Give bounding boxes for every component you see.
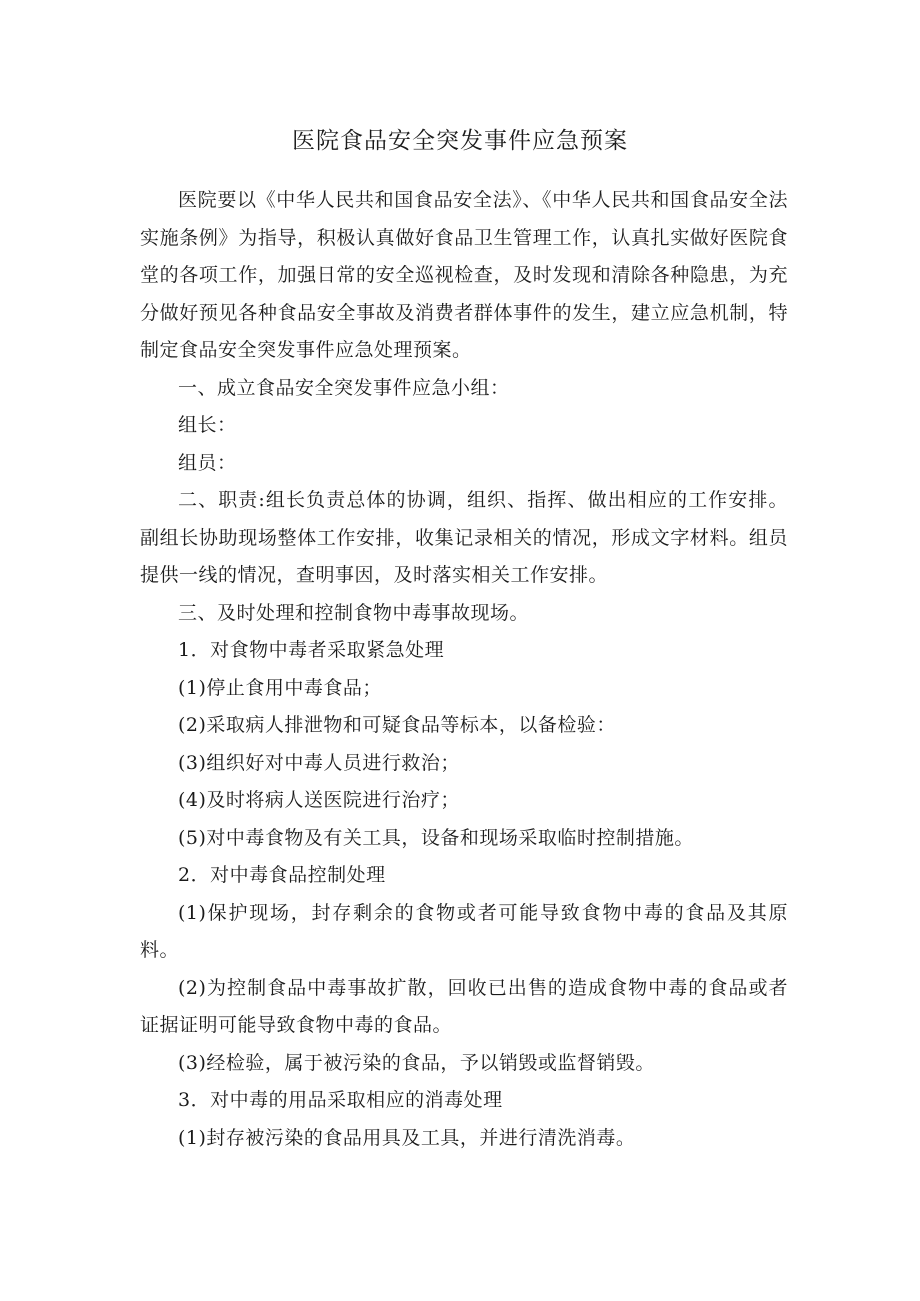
paragraph-intro: 医院要以《中华人民共和国食品安全法》、《中华人民共和国食品安全法实施条例》为指导，积极认真做好食品卫生管理工作，认真扎实做好医院食堂的各项工作，加强日常的安全巡视检查，及时发现和清除各种隐患，为充分做好预见各种食品安全事故及消费者群体事件的发生，建立应急机制，特制定食品安全突发事件应急处理预案。 bbox=[140, 189, 788, 361]
list-item: (1)停止食用中毒食品； bbox=[178, 676, 382, 699]
section-heading-2: 二、职责:组长负责总体的协调，组织、指挥、做出相应的工作安排。副组长协助现场整体工作安排，收集记录相关的情况，形成文字材料。组员提供一线的情况，查明事因，及时落实相关工作安排。 bbox=[140, 489, 788, 586]
paragraph-members: 组员： bbox=[178, 451, 237, 474]
list-item: (2)为控制食品中毒事故扩散，回收已出售的造成食物中毒的食品或者证据证明可能导致食物中毒的食品。 bbox=[140, 976, 788, 1036]
section-heading-3: 三、及时处理和控制食物中毒事故现场。 bbox=[178, 601, 530, 624]
list-item: (2)采取病人排泄物和可疑食品等标本，以备检验： bbox=[178, 714, 616, 736]
subsection-heading-2: 2．对中毒食品控制处理 bbox=[178, 864, 386, 886]
document-body bbox=[140, 182, 788, 1157]
subsection-heading-3: 3．对中毒的用品采取相应的消毒处理 bbox=[178, 1089, 503, 1111]
subsection-heading-1: 1．对食物中毒者采取紧急处理 bbox=[178, 639, 445, 661]
list-item: (1)封存被污染的食品用具及工具，并进行清洗消毒。 bbox=[178, 1126, 636, 1149]
list-item: (3)经检验，属于被污染的食品，予以销毁或监督销毁。 bbox=[178, 1051, 655, 1074]
list-item: (1)保护现场，封存剩余的食物或者可能导致食物中毒的食品及其原料。 bbox=[140, 901, 788, 961]
list-item: (5)对中毒食物及有关工具，设备和现场采取临时控制措施。 bbox=[178, 826, 694, 849]
section-heading-1: 一、成立食品安全突发事件应急小组： bbox=[178, 376, 510, 399]
document-title: 医院食品安全突发事件应急预案 bbox=[292, 128, 628, 154]
paragraph-leader: 组长： bbox=[178, 414, 237, 436]
list-item: (4)及时将病人送医院进行治疗； bbox=[178, 789, 460, 811]
list-item: (3)组织好对中毒人员进行救治； bbox=[178, 751, 460, 774]
